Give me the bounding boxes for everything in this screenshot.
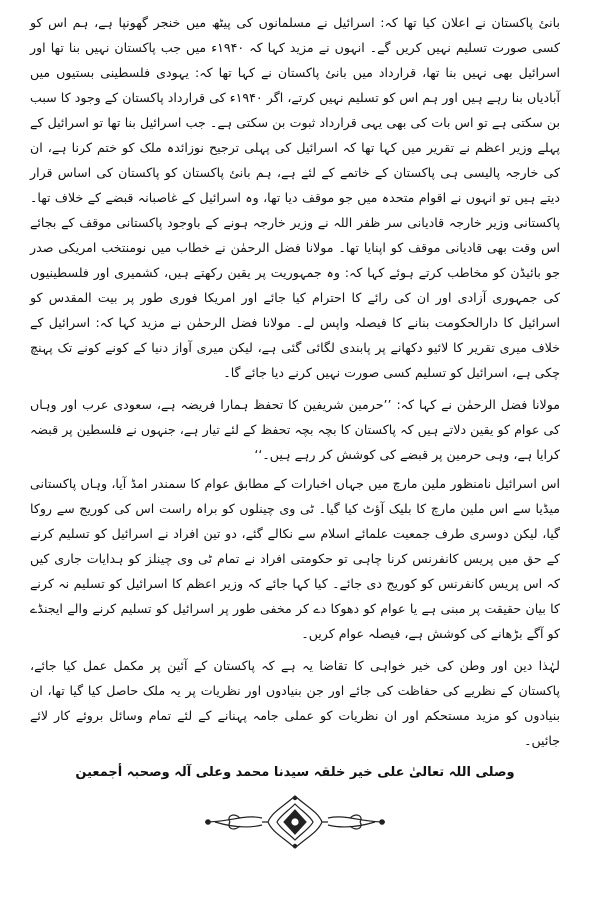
paragraph-haramain-statement: مولانا فضل الرحمٰن نے کہا کہ: ’’حرمین شریفین کا تحفظ ہمارا فریضہ ہے، سعودی عرب اور وہاں کی عوام کو یقین دلاتے ہیں کہ پاکستان کا بچہ بچہ تحفظ کے لئے تیار ہے، جنہوں نے فلسطین پر قبضہ کرایا ہے، وہی حرمین پر قبضے کی کوشش کر رہے ہیں۔‘‘ <box>30 397 560 462</box>
paragraph-conclusion: لہٰذا دین اور وطن کی خیر خواہی کا تقاضا یہ ہے کہ پاکستان کے آئین پر مکمل عمل کیا جائے، پاکستان کے نظریے کی حفاظت کی جائے اور جن بنیادوں اور نظریات پر یہ ملک حاصل کیا گیا تھا، ان بنیادوں کو مزید مستحکم اور ان نظریات کو عملی جامہ پہنانے کے لئے تمام وسائل بروئے کار لائے جائیں۔ <box>30 658 560 748</box>
closing-durood: وصلی اللہ تعالیٰ علی خیر خلقہ سیدنا محمد وعلی آلہ وصحبہ أجمعین <box>75 765 515 780</box>
ornament-divider <box>0 792 590 852</box>
paragraph-quaid-and-israel: بانئ پاکستان نے اعلان کیا تھا کہ: اسرائیل نے مسلمانوں کی پیٹھ میں خنجر گھونپا ہے، ہم اس کو کسی صورت تسلیم نہیں کریں گے۔ انہوں نے مزید کہا کہ ۱۹۴۰ء میں جب پاکستان نہیں بنا تھا اور اسرائیل بھی نہیں بنا تھا، قرارداد میں بانئ پاکستان نے کہا تھا کہ: یہودی فلسطینی بستیوں میں آبادیاں بنا رہے ہیں اور ہم اس کو تسلیم نہیں کرتے، اگر ۱۹۴۰ء کی قرارداد پاکستان کے وجود کا سبب بن سکتی ہے تو اس بات کی بھی یہی قرارداد ثبوت بن سکتی ہے۔ جب اسرائیل بنا تھا تو اسرائیل کے پہلے وزیر اعظم نے تقریر میں کہا تھا کہ اسرائیل کی پہلی ترجیح نوزائدہ ملک کو ختم کرنا ہے، ان کی خارجہ پالیسی ہی پاکستان کے خاتمے کے لئے ہے، ہم بانئ پاکستان کو پاکستان کی اساس قرار دیتے ہیں تو انہوں نے اقوام متحدہ میں جو موقف دیا تھا، وہ اسرائیل کے غاصبانہ قبضے کے خلاف تھا۔ پاکستانی وزیر خارجہ قادیانی سر ظفر اللہ نے وزیر خارجہ ہونے کے باوجود پاکستانی موقف کے بجائے اس وقت بھی قادیانی موقف کو اپنایا تھا۔ مولانا فضل الرحمٰن نے خطاب میں نومنتخب امریکی صدر جو بائیڈن کو مخاطب کرتے ہوئے کہا کہ: وہ جمہوریت پر یقین رکھتے ہیں، کشمیری اور فلسطینیوں کی جمہوری آزادی اور ان کی رائے کا احترام کیا جائے اور امریکا فوری طور پر بیت المقدس کو اسرائیل کا دارالحکومت بنانے کا فیصلہ واپس لے۔ مولانا فضل الرحمٰن نے مزید کہا کہ: اسرائیل کے خلاف میری تقریر کا لائیو دکھانے پر پابندی لگائی گئی ہے، لیکن میری آواز دنیا کے کونے کونے تک پہنچ چکی ہے، اسرائیل کو تسلیم کسی صورت نہیں کرنے دیا جائے گا۔ <box>30 15 560 380</box>
floral-ornament-icon <box>0 792 590 852</box>
paragraph-media-blackout: اس اسرائیل نامنظور ملین مارچ میں جہاں اخبارات کے مطابق عوام کا سمندر امڈ آیا، وہاں پاکستانی میڈیا سے اس ملین مارچ کا بلیک آؤٹ کیا گیا۔ ٹی وی چینلوں کو براہ راست اس کی کوریج سے روکا گیا، لیکن دوسری طرف جمعیت علمائے اسلام سے نکالے گئے، دو تین افراد نے اسرائیل کو تسلیم کرنے کے حق میں پریس کانفرنس کرنا چاہی تو حکومتی افراد نے تمام ٹی وی چینلز کو ہدایات جاری کیں کہ اس پریس کانفرنس کو کوریج دی جائے۔ کیا کہا جائے کہ وزیر اعظم کا اسرائیل کو تسلیم نہ کرنے کا بیان حقیقت پر مبنی ہے یا عوام کو دھوکا دے کر مخفی طور پر اسرائیل کو تسلیم کرنے والے ایجنڈے کو آگے بڑھانے کی کوشش ہے، فیصلہ عوام کریں۔ <box>30 476 560 641</box>
